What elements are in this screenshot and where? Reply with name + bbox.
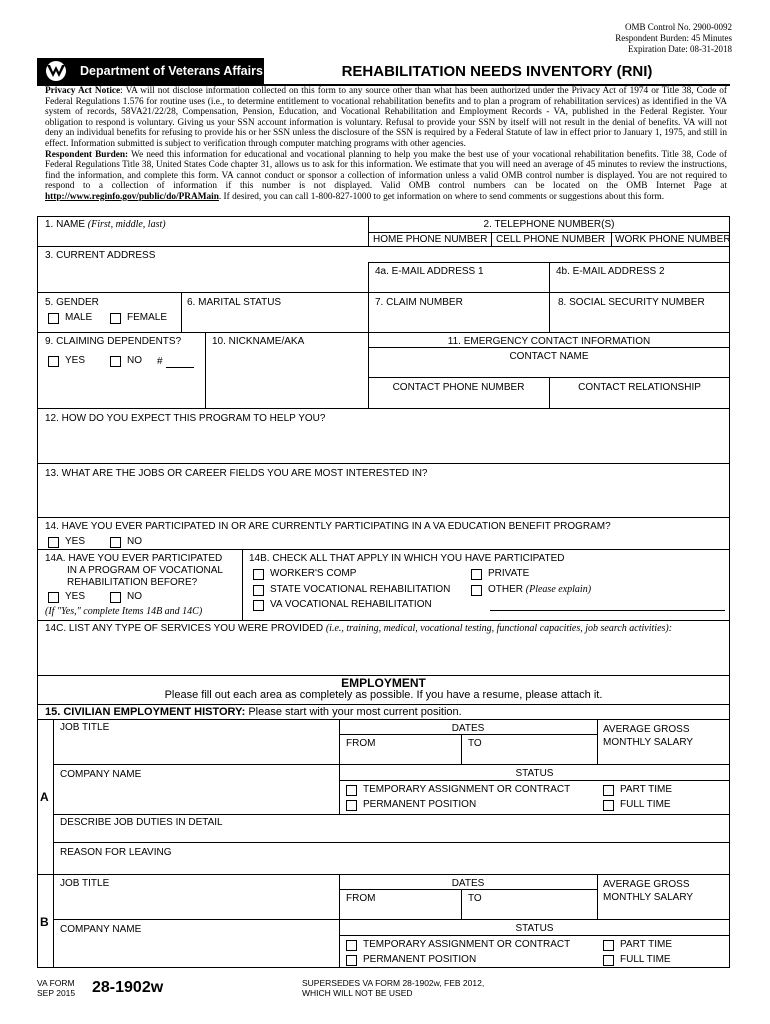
q14a-label-3: REHABILITATION BEFORE?	[67, 577, 198, 588]
other-checkbox[interactable]	[471, 585, 482, 596]
a-perm-checkbox[interactable]	[346, 800, 357, 811]
q12-input[interactable]	[45, 426, 725, 462]
q14-yes-checkbox[interactable]	[48, 537, 59, 548]
state-voc-checkbox[interactable]	[253, 585, 264, 596]
dependents-yes-checkbox[interactable]	[48, 356, 59, 367]
nickname-label: 10. NICKNAME/AKA	[212, 336, 305, 347]
marital-label: 6. MARITAL STATUS	[187, 297, 282, 308]
q15-label: 15. CIVILIAN EMPLOYMENT HISTORY: Please start with your most current position.	[45, 706, 462, 718]
male-label: MALE	[65, 312, 93, 323]
contact-relationship-label: CONTACT RELATIONSHIP	[578, 382, 701, 393]
b-temp-checkbox[interactable]	[346, 940, 357, 951]
contact-name-label: CONTACT NAME	[509, 351, 589, 362]
form-title: REHABILITATION NEEDS INVENTORY (RNI)	[341, 63, 653, 80]
a-duties-label: DESCRIBE JOB DUTIES IN DETAIL	[60, 817, 223, 828]
q14b-label: 14B. CHECK ALL THAT APPLY IN WHICH YOU HAVE PARTICIPATED	[249, 553, 565, 564]
q13-label: 13. WHAT ARE THE JOBS OR CAREER FIELDS YOU ARE MOST INTERESTED IN?	[45, 468, 428, 479]
a-temp-label: TEMPORARY ASSIGNMENT OR CONTRACT	[363, 784, 571, 795]
va-voc-checkbox[interactable]	[253, 600, 264, 611]
b-avg-gross-label: AVERAGE GROSS	[603, 879, 690, 890]
q14-yes-label: YES	[65, 536, 86, 547]
emergency-label: 11. EMERGENCY CONTACT INFORMATION	[447, 336, 651, 347]
q14a-no-label: NO	[127, 591, 142, 602]
dependents-no-checkbox[interactable]	[110, 356, 121, 367]
a-part-checkbox[interactable]	[603, 785, 614, 796]
b-company-label: COMPANY NAME	[60, 924, 142, 935]
a-job-title-label: JOB TITLE	[60, 722, 110, 733]
q13-input[interactable]	[45, 481, 725, 515]
claim-label: 7. CLAIM NUMBER	[375, 297, 463, 308]
footer-supersedes-line1: SUPERSEDES VA FORM 28-1902w, FEB 2012,	[302, 978, 485, 988]
b-part-checkbox[interactable]	[603, 940, 614, 951]
female-label: FEMALE	[127, 312, 168, 323]
name-label: 1. NAME (First, middle, last)	[45, 219, 166, 230]
email1-label: 4a. E-MAIL ADDRESS 1	[375, 266, 484, 277]
male-checkbox[interactable]	[48, 313, 59, 324]
q14a-label-2: IN A PROGRAM OF VOCATIONAL	[67, 565, 223, 576]
burden-end: . If desired, you can call 1-800-827-1000 to get information on where to send comments or suggestions about this form.	[218, 191, 665, 202]
other-label: OTHER (Please explain)	[488, 584, 592, 595]
a-avg-gross-label: AVERAGE GROSS	[603, 724, 690, 735]
b-to-label: TO	[468, 893, 482, 904]
a-monthly-salary-label: MONTHLY SALARY	[603, 737, 694, 748]
b-perm-checkbox[interactable]	[346, 955, 357, 966]
cell-phone-label: CELL PHONE NUMBER	[496, 234, 606, 245]
burden-label: Respondent Burden:	[45, 149, 129, 160]
b-dates-label: DATES	[451, 878, 485, 889]
telephone-label: 2. TELEPHONE NUMBER(S)	[483, 219, 615, 230]
work-phone-label: WORK PHONE NUMBER	[615, 234, 731, 245]
row-b-marker: B	[40, 915, 49, 929]
privacy-text: : VA will not disclose information collected on this form to any source other than what has been authorized under the Privacy Act of 1974 or Title 38, Code of Federal Regulations 1.576 for routine uses (i.e., to determine entitlement to vocational rehabilitation benefits and to plan a program of rehabilitation services) as identified in the VA system of records, 58VA21/22/28, Compensation, Pension, Education, and Vocational Rehabilitation and Employment Records - VA, published in the Federal Register. Your obligation to respond is voluntary. Giving us your SSN account information is voluntary. Refusal to provide your SSN by itself will not result in the denial of benefits. VA will not deny an individual benefits for refusing to provide his or her SSN unless the disclosure of the SSN is required by a Federal Statute of law in effect prior to January 1, 1975, and still in effect. Information submitted is subject to verification through computer matching programs with other agencies.	[45, 86, 727, 149]
footer-va-form: VA FORM	[37, 978, 75, 988]
a-reason-label: REASON FOR LEAVING	[60, 847, 172, 858]
va-logo-icon	[40, 60, 72, 82]
employment-title: EMPLOYMENT	[341, 676, 426, 690]
omb-expiration: Expiration Date: 08-31-2018	[628, 44, 732, 54]
va-voc-label: VA VOCATIONAL REHABILITATION	[270, 599, 432, 610]
q12-label: 12. HOW DO YOU EXPECT THIS PROGRAM TO HELP YOU?	[45, 413, 326, 424]
other-explain-input[interactable]	[490, 610, 725, 611]
b-temp-label: TEMPORARY ASSIGNMENT OR CONTRACT	[363, 939, 571, 950]
row-a-marker: A	[40, 790, 49, 804]
burden-text: We need this information for educational and vocational planning to help you make the best use of your vocational rehabilitation benefits. Title 38, Code of Federal Regulations Title 38, United States Code chapter 31, allows us to ask for this information. We estimate that you will need an average of 45 minutes to review the instructions, find the information, and complete this form. VA cannot conduct or sponsor a collection of information unless a valid OMB control number is displayed. You are not required to respond to a collection of information if this number is not displayed. Valid OMB control numbers can be located on the OMB Internet Page at	[45, 149, 727, 192]
privacy-label: Privacy Act Notice	[45, 86, 121, 96]
q14-label: 14. HAVE YOU EVER PARTICIPATED IN OR ARE CURRENTLY PARTICIPATING IN A VA EDUCATION BENEFIT PROGRAM?	[45, 521, 611, 532]
a-full-label: FULL TIME	[620, 799, 671, 810]
b-status-label: STATUS	[515, 923, 554, 934]
q14a-yes-checkbox[interactable]	[48, 592, 59, 603]
footer-form-id	[37, 978, 75, 998]
footer-date: SEP 2015	[37, 988, 76, 998]
footer-supersedes	[302, 978, 484, 998]
omb-control: OMB Control No. 2900-0092	[624, 22, 732, 32]
home-phone-label: HOME PHONE NUMBER	[373, 234, 488, 245]
dependents-label: 9. CLAIMING DEPENDENTS?	[45, 336, 182, 347]
a-status-label: STATUS	[515, 768, 554, 779]
b-job-title-label: JOB TITLE	[60, 878, 110, 889]
a-full-checkbox[interactable]	[603, 800, 614, 811]
a-to-label: TO	[468, 738, 482, 749]
b-perm-label: PERMANENT POSITION	[363, 954, 477, 965]
dependents-count-input[interactable]	[166, 367, 194, 368]
address-label: 3. CURRENT ADDRESS	[45, 250, 156, 261]
agency-banner	[37, 58, 264, 84]
female-checkbox[interactable]	[110, 313, 121, 324]
q14a-label-1: 14A. HAVE YOU EVER PARTICIPATED	[45, 553, 223, 564]
b-from-label: FROM	[346, 893, 376, 904]
dependents-no-label: NO	[127, 355, 142, 366]
a-temp-checkbox[interactable]	[346, 785, 357, 796]
b-part-label: PART TIME	[620, 939, 673, 950]
q14c-input[interactable]	[45, 636, 725, 674]
omb-block	[615, 22, 732, 55]
q14a-note: (If "Yes," complete Items 14B and 14C)	[45, 606, 203, 617]
ssn-label: 8. SOCIAL SECURITY NUMBER	[558, 297, 705, 308]
q14-no-checkbox[interactable]	[110, 537, 121, 548]
footer-form-number: 28-1902w	[92, 979, 164, 996]
gender-label: 5. GENDER	[45, 297, 99, 308]
footer-supersedes-line2: WHICH WILL NOT BE USED	[302, 988, 413, 998]
state-voc-label: STATE VOCATIONAL REHABILITATION	[270, 584, 451, 595]
a-part-label: PART TIME	[620, 784, 673, 795]
b-monthly-salary-label: MONTHLY SALARY	[603, 892, 694, 903]
email2-label: 4b. E-MAIL ADDRESS 2	[556, 266, 665, 277]
b-full-label: FULL TIME	[620, 954, 671, 965]
q14-no-label: NO	[127, 536, 142, 547]
private-checkbox[interactable]	[471, 569, 482, 580]
omb-burden: Respondent Burden: 45 Minutes	[615, 33, 732, 43]
private-label: PRIVATE	[488, 568, 530, 579]
a-dates-label: DATES	[451, 723, 485, 734]
employment-subtitle: Please fill out each area as completely as possible. If you have a resume, please attach it.	[164, 689, 603, 701]
q14c-label: 14C. LIST ANY TYPE OF SERVICES YOU WERE PROVIDED (i.e., training, medical, vocational testing, functional capacities, job search activities):	[45, 623, 673, 634]
privacy-notice	[45, 86, 727, 203]
workers-comp-checkbox[interactable]	[253, 569, 264, 580]
agency-name: Department of Veterans Affairs	[80, 64, 263, 78]
a-from-label: FROM	[346, 738, 376, 749]
a-perm-label: PERMANENT POSITION	[363, 799, 477, 810]
workers-comp-label: WORKER'S COMP	[270, 568, 357, 579]
q14a-yes-label: YES	[65, 591, 86, 602]
q14a-no-checkbox[interactable]	[110, 592, 121, 603]
name-input[interactable]	[45, 232, 363, 246]
omb-link[interactable]: http://www.reginfo.gov/public/do/PRAMain	[45, 191, 219, 202]
dependents-yes-label: YES	[65, 355, 86, 366]
a-company-label: COMPANY NAME	[60, 769, 142, 780]
dependents-count-label: #	[157, 356, 163, 367]
contact-phone-label: CONTACT PHONE NUMBER	[392, 382, 525, 393]
b-full-checkbox[interactable]	[603, 955, 614, 966]
